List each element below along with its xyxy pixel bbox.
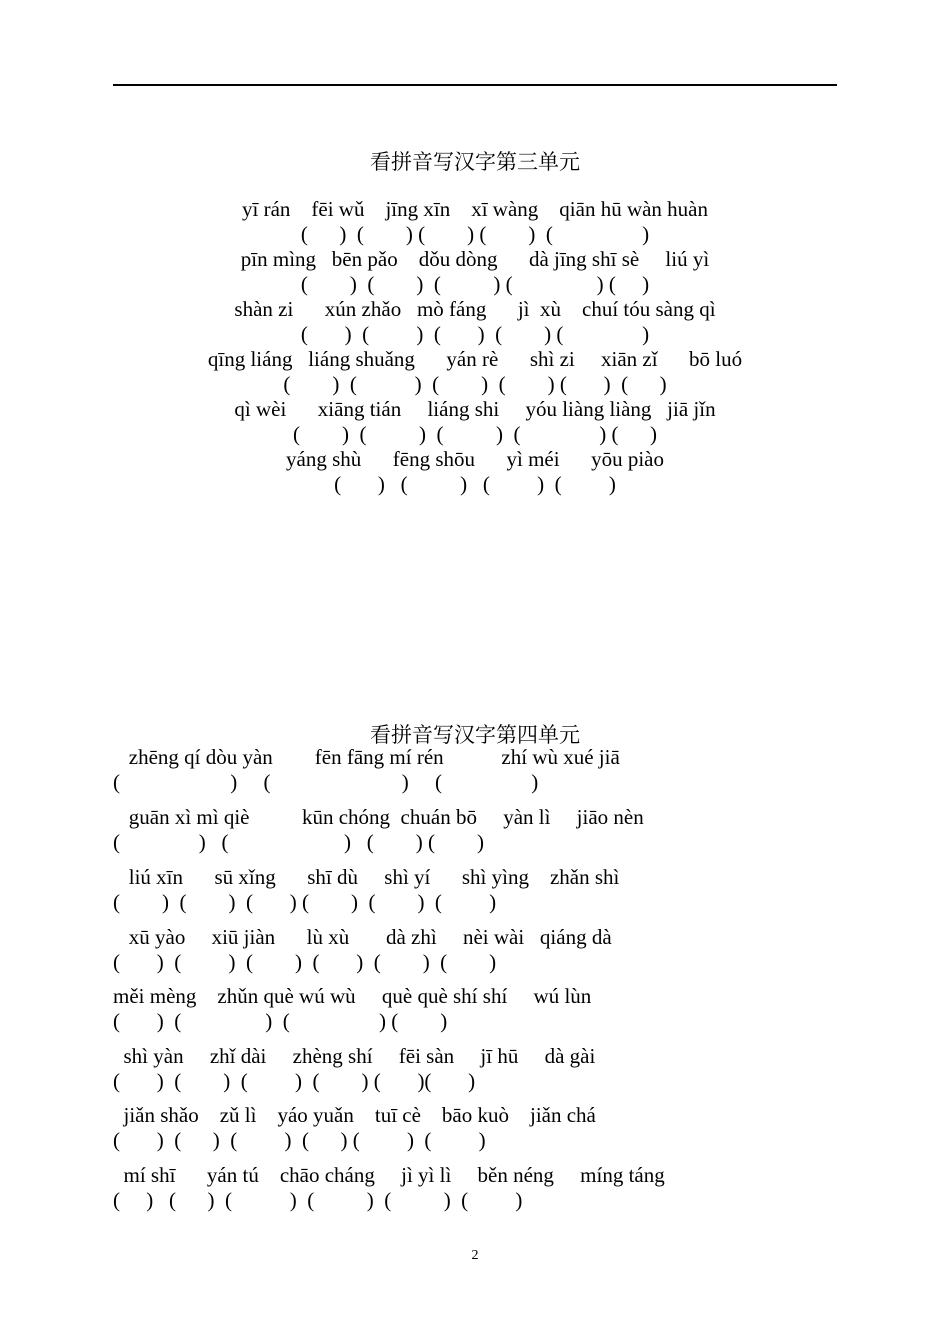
unit3-pinyin-line: qīng liáng liáng shuǎng yán rè shì zi xiān zǐ bō luó: [207, 347, 743, 371]
unit4-answer-line: ( ) ( ) ( ): [113, 770, 539, 794]
unit4-title: 看拼音写汉字第四单元: [370, 723, 580, 747]
header-rule: [113, 84, 837, 86]
unit3-pinyin-line: shàn zi xún zhǎo mò fáng jì xù chuí tóu sàng qì: [234, 297, 716, 321]
unit4-pinyin-line: xū yào xiū jiàn lù xù dà zhì nèi wài qiáng dà: [113, 925, 612, 949]
unit4-pinyin-line: zhēng qí dòu yàn fēn fāng mí rén zhí wù xué jiā: [113, 745, 620, 769]
unit3-answer-line: ( ) ( ) ( ) ( ) ( ): [300, 222, 650, 246]
unit3-answer-line: ( ) ( ) ( ) ( ) ( ): [293, 422, 657, 446]
unit4-pinyin-line: mí shī yán tú chāo cháng jì yì lì běn néng míng táng: [113, 1163, 665, 1187]
unit4-answer-line: ( ) ( ) ( ) ( ) ( ) ( ): [113, 950, 497, 974]
unit3-pinyin-line: yáng shù fēng shōu yì méi yōu piào: [286, 447, 664, 471]
unit4-answer-line: ( ) ( ) ( ) ( ): [113, 830, 484, 854]
unit4-pinyin-line: měi mèng zhǔn què wú wù què què shí shí wú lùn: [113, 984, 592, 1008]
unit4-pinyin-line: jiǎn shǎo zǔ lì yáo yuǎn tuī cè bāo kuò jiǎn chá: [113, 1103, 596, 1127]
unit4-pinyin-line: shì yàn zhǐ dài zhèng shí fēi sàn jī hū dà gài: [113, 1044, 596, 1068]
unit3-pinyin-line: yī rán fēi wǔ jīng xīn xī wàng qiān hū wàn huàn: [242, 197, 708, 221]
unit3-pinyin-line: qì wèi xiāng tián liáng shi yóu liàng liàng jiā jǐn: [234, 397, 716, 421]
unit4-answer-line: ( ) ( ) ( ) ( ) ( ) ( ): [113, 1128, 486, 1152]
unit3-pinyin-line: pīn mìng bēn pǎo dǒu dòng dà jīng shī sè liú yì: [240, 247, 710, 271]
unit4-answer-line: ( ) ( ) ( ) ( ): [113, 1009, 448, 1033]
unit4-pinyin-line: guān xì mì qiè kūn chóng chuán bō yàn lì jiāo nèn: [113, 805, 644, 829]
unit4-answer-line: ( ) ( ) ( ) ( ) ( ) ( ): [113, 890, 497, 914]
unit3-answer-line: ( ) ( ) ( ) ( ) ( ): [300, 322, 650, 346]
unit3-answer-line: ( ) ( ) ( ) ( ): [334, 472, 616, 496]
unit4-answer-line: ( ) ( ) ( ) ( ) ( )( ): [113, 1069, 476, 1093]
page-number: 2: [471, 1248, 479, 1263]
unit3-answer-line: ( ) ( ) ( ) ( ) ( ): [300, 272, 650, 296]
unit3-title: 看拼音写汉字第三单元: [370, 150, 580, 174]
unit3-answer-line: ( ) ( ) ( ) ( ) ( ) ( ): [283, 372, 667, 396]
unit4-pinyin-line: liú xīn sū xǐng shī dù shì yí shì yìng zhǎn shì: [113, 865, 620, 889]
unit4-answer-line: ( ) ( ) ( ) ( ) ( ) ( ): [113, 1188, 523, 1212]
